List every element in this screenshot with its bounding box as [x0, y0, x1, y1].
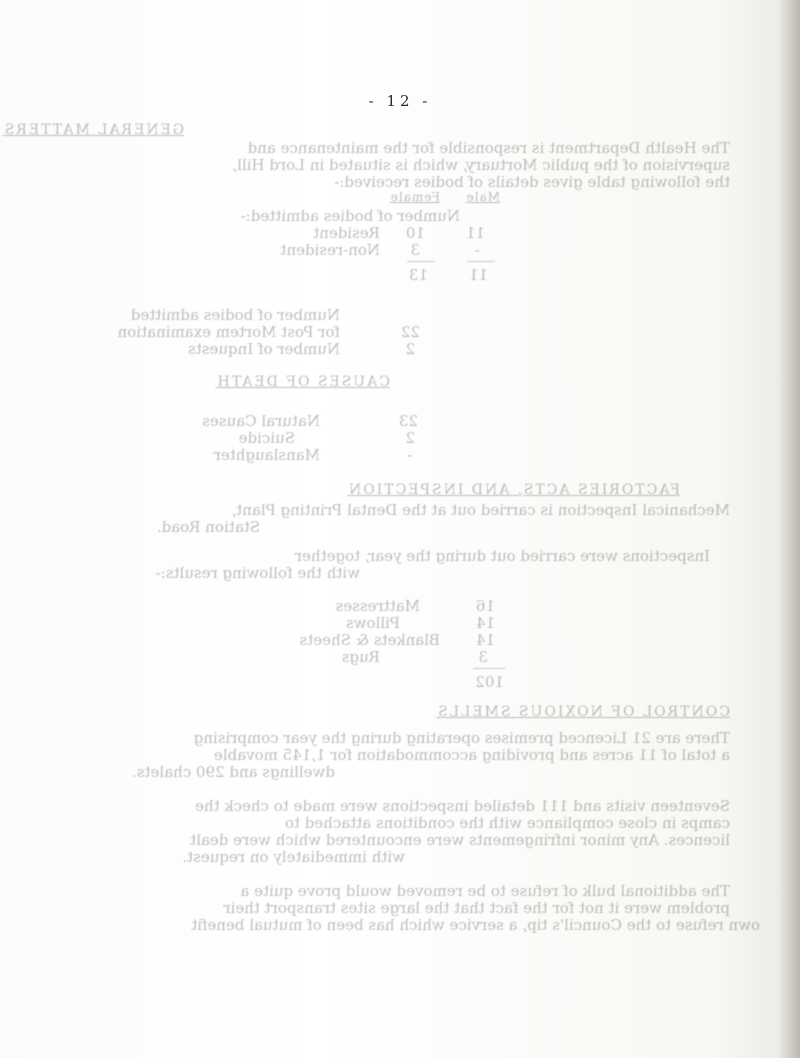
general-row-label: Resident [313, 224, 380, 242]
section-title-noxious: CONTROL OF NOXIOUS SMELLS [436, 704, 730, 720]
general-row-label: Non-resident [280, 241, 380, 259]
general-total-male: 11 [468, 266, 488, 284]
page-number: - 12 - [368, 92, 432, 110]
causes-row-label: Natural Causes [202, 412, 320, 430]
noxious-para-line-10: The additional bulk of refuse to be removed would prove quite a [240, 882, 730, 900]
col-header-female: Female [389, 190, 440, 204]
general-para-line-3: the following table gives details of bodies received:- [334, 173, 730, 191]
general-para-line-2: supervision of the public Mortuary, which is situated in Lord Hill, [232, 156, 730, 174]
general-total-female: 13 [408, 266, 428, 284]
noxious-para-line-8: with immediately on request. [182, 848, 405, 866]
total-rule [473, 668, 505, 669]
causes-row-label: Suicide [238, 429, 295, 447]
general-para-line-1: The Health Department is responsible for the maintenance and [247, 139, 730, 157]
noxious-para-line-3: dwellings and 290 chalets. [132, 763, 335, 781]
noxious-para-line-5: Seventeen visits and 111 detailed inspections were made to check the [195, 797, 730, 815]
factories-para-line-4: with the following results:- [155, 564, 360, 582]
noxious-para-line-7: licences. Any minor infringements were encountered which were dealt [190, 831, 730, 849]
factories-para-line-3: Inspections were carried out during the year, together [294, 547, 710, 565]
general-row2-label: Number of bodies admitted [130, 306, 340, 324]
causes-row-value: 2 [405, 429, 415, 447]
noxious-para-line-6: camps in close compliance with the conditions attached to [284, 814, 730, 832]
section-title-general: GENERAL MATTERS [2, 122, 184, 138]
causes-row-value: - [406, 446, 412, 464]
factories-row-label: Rugs [341, 648, 380, 666]
general-row2-value: 2 [405, 340, 415, 358]
noxious-para-line-11: problem were it not for the fact that the large sites transport their [223, 899, 730, 917]
section-title-factories: FACTORIES ACTS, AND INSPECTION [347, 482, 680, 498]
general-row-label: Number of bodies admitted:- [240, 207, 460, 225]
general-row-male: - [474, 241, 480, 259]
causes-row-value: 23 [398, 412, 418, 430]
general-row2-value: 22 [400, 323, 420, 341]
general-row2-label: for Post Mortem examination [117, 323, 340, 341]
factories-para-line-2: Station Road. [156, 518, 260, 536]
general-row-female: 10 [405, 224, 425, 242]
total-rule [467, 261, 495, 262]
factories-row-value: 14 [475, 614, 495, 632]
causes-row-label: Manslaughter [213, 446, 320, 464]
factories-row-value: 16 [475, 597, 495, 615]
factories-row-label: Blankets & Sheets [299, 631, 440, 649]
section-title-causes: CAUSES OF DEATH [215, 374, 390, 390]
general-row2-label: Number of Inquests [188, 340, 340, 358]
factories-row-value: 3 [478, 648, 488, 666]
factories-total: 102 [475, 673, 504, 691]
noxious-para-line-1: There are 21 Licenced premises operating during the year comprising [193, 729, 730, 747]
factories-row-label: Pillows [345, 614, 400, 632]
total-rule [407, 261, 435, 262]
factories-row-value: 14 [475, 631, 495, 649]
factories-row-label: Mattresses [335, 597, 420, 615]
noxious-para-line-12: own refuse to the Council's tip, a service which has been of mutual benefit [191, 916, 760, 934]
col-header-male: Male [465, 190, 500, 204]
factories-para-line-1: Mechanical Inspection is carried out at the Dental Printing Plant, [231, 501, 730, 519]
general-row-female: 3 [410, 241, 420, 259]
general-row-male: 11 [465, 224, 485, 242]
noxious-para-line-2: a total of 11 acres and providing accommodation for 1,145 movable [213, 746, 730, 764]
